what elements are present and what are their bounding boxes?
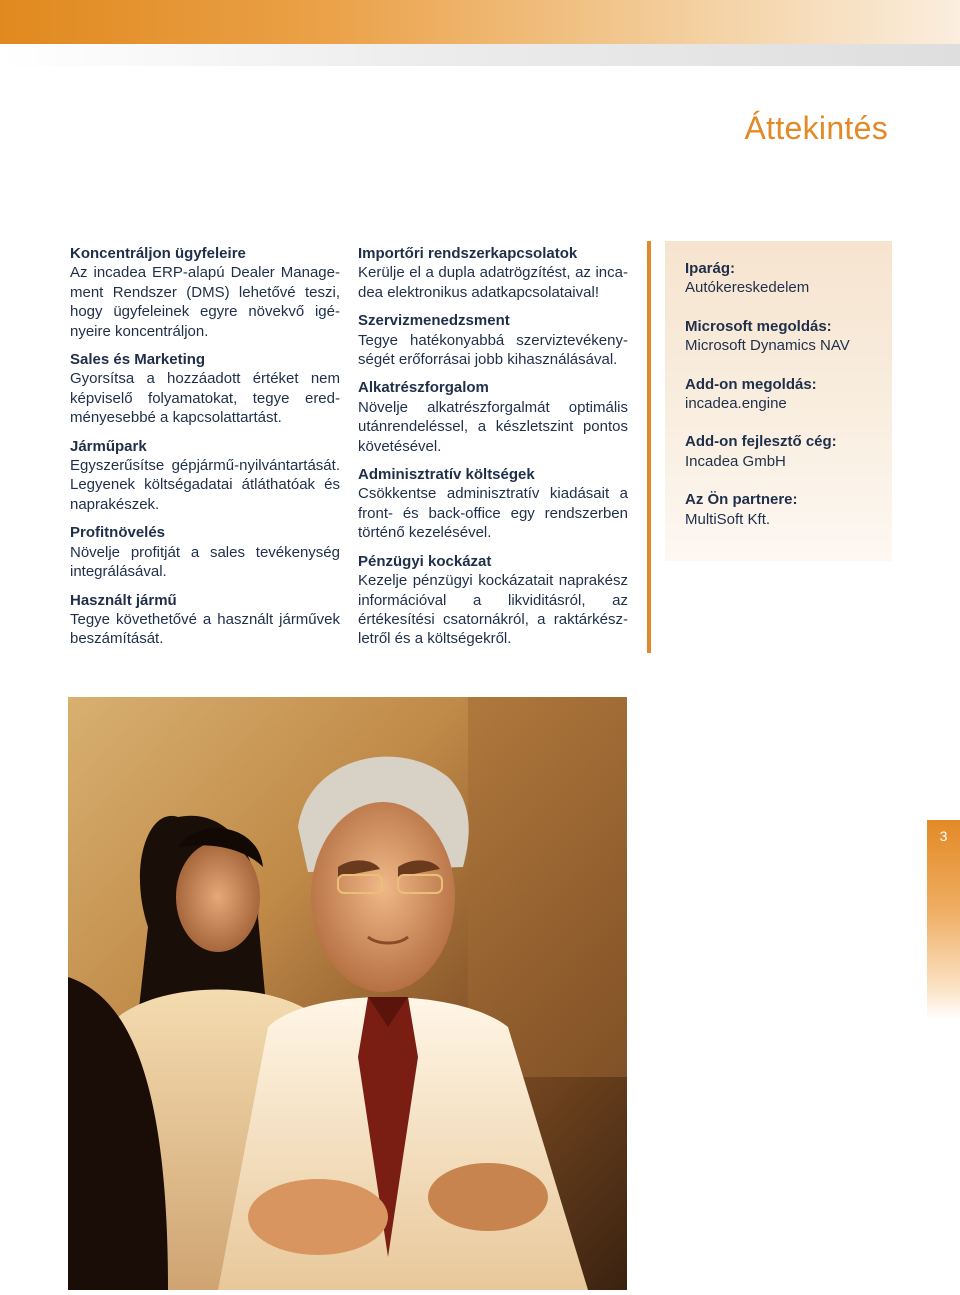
sidebar-item-addon-solution <box>685 375 885 414</box>
top-orange-band <box>0 0 960 44</box>
feature-section <box>70 591 340 649</box>
orange-divider <box>647 241 651 653</box>
section-body: Növelje profitját a sales tevékenység integrálásával. <box>70 543 340 581</box>
sidebar-item-addon-developer <box>685 432 885 471</box>
section-body: Csökkentse adminisztratív kiadásait a front- és back-office egy rendszerben történő kezelésével. <box>358 485 628 542</box>
sidebar-label: Iparág: <box>685 260 736 277</box>
feature-section <box>70 523 340 581</box>
sidebar-value: MultiSoft Kft. <box>685 510 771 528</box>
feature-section <box>358 465 628 543</box>
section-body: Kezelje pénzügyi kockázatait naprakész információval a likviditásról, az értékesítési csatornákról, a raktárkészletről és a költségekről. <box>358 572 628 648</box>
feature-column-left <box>70 244 340 658</box>
feature-column-middle <box>358 244 628 658</box>
page-number: 3 <box>939 828 948 844</box>
sidebar-label: Microsoft megoldás: <box>685 317 832 335</box>
section-body: Tegye követhetővé a használt járművek beszámítását. <box>70 610 340 648</box>
page-number-tab <box>927 820 960 1020</box>
sidebar-label: Az Ön partnere: <box>685 491 798 509</box>
feature-section <box>358 378 628 456</box>
section-body: Az incadea ERP-alapú Dealer Management Rendszer (DMS) lehetővé teszi, hogy ügyfeleinek egyre növekvő igényeire koncentráljon. <box>70 264 340 340</box>
section-body: Gyorsítsa a hozzáadott értéket nem képviselő folyamatokat, tegye eredményesebbé a kapcsolattartást. <box>70 370 340 427</box>
section-title: Pénzügyi kockázat <box>358 552 492 570</box>
section-title: Adminisztratív költségek <box>358 466 535 484</box>
section-title: Importőri rendszerkapcsolatok <box>358 245 578 262</box>
section-title: Sales és Marketing <box>70 351 206 369</box>
sidebar-value: Microsoft Dynamics NAV <box>685 337 850 355</box>
feature-section <box>70 244 340 341</box>
sidebar-label: Add-on fejlesztő cég: <box>685 433 837 451</box>
section-title: Alkatrészforgalom <box>358 379 489 397</box>
section-title: Profitnövelés <box>70 524 166 542</box>
sidebar-item-partner <box>685 490 885 529</box>
section-title: Koncentráljon ügyfeleire <box>70 245 246 262</box>
photo-illustration <box>68 697 627 1290</box>
section-title: Járműpark <box>70 437 147 455</box>
page-title: Áttekintés <box>744 110 888 146</box>
section-body: Kerülje el a dupla adatrögzítést, az incadea elektronikus adatkapcsolataival! <box>358 264 628 301</box>
feature-section <box>70 437 340 515</box>
feature-section <box>358 552 628 649</box>
top-grey-band <box>0 44 960 66</box>
feature-section <box>70 350 340 428</box>
section-body: Tegye hatékonyabbá szerviztevékenységét erőforrásai jobb kihasználásával. <box>358 331 628 369</box>
sidebar-value: Autókereskedelem <box>685 279 810 297</box>
sidebar-item-microsoft-solution <box>685 317 885 356</box>
sidebar-value: incadea.engine <box>685 395 787 413</box>
info-sidebar <box>665 241 892 561</box>
feature-section <box>358 311 628 369</box>
section-title: Szervizmenedzsment <box>358 312 510 330</box>
section-body: Növelje alkatrészforgalmát optimális utánrendeléssel, a készletszint pontos követésével. <box>358 398 628 455</box>
sidebar-item-industry <box>685 259 885 298</box>
feature-section <box>358 244 628 302</box>
section-body: Egyszerűsítse gépjármű-nyilvántartását. Legyenek költségadatai átláthatóak és naprakészek. <box>70 457 340 513</box>
sidebar-label: Add-on megoldás: <box>685 375 817 393</box>
section-title: Használt jármű <box>70 591 177 609</box>
sidebar-value: Incadea GmbH <box>685 452 786 470</box>
business-meeting-photo <box>68 697 627 1290</box>
